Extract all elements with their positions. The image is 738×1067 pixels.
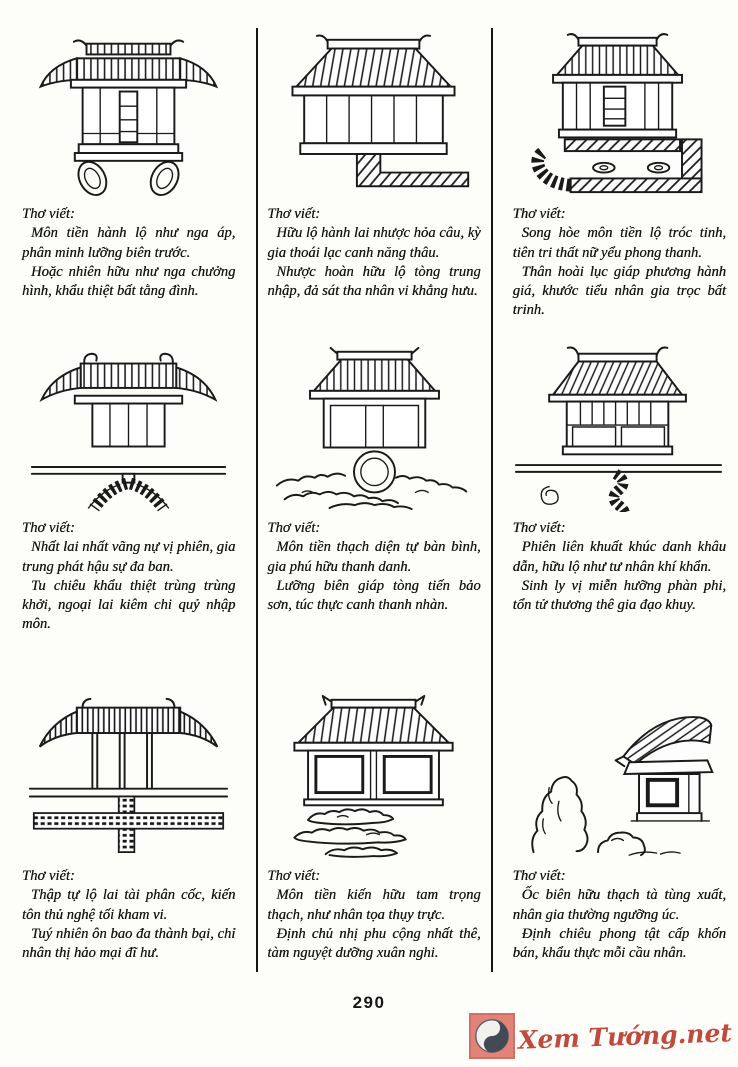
poem-cell-2 <box>267 26 480 321</box>
poem-label: Thơ viết: <box>512 206 566 222</box>
poem-label: Thơ viết: <box>22 868 75 884</box>
poem-label: Thơ viết: <box>512 520 566 536</box>
house-l-road-drawing <box>271 28 476 198</box>
grid-row-3 <box>22 688 726 963</box>
poem-label: Thơ viết: <box>267 868 321 884</box>
poem-label: Thơ viết: <box>267 206 321 222</box>
poem-line-2: Tu chiêu khẩu thiệt trùng trùng khởi, ngoại lai kiêm chi quỷ nhập môn. <box>22 577 236 633</box>
poem-text <box>267 867 480 963</box>
illustration-house-l-road <box>267 26 480 198</box>
house-wrap-road-drawing <box>514 28 724 198</box>
poem-text <box>22 205 235 301</box>
poem-cell-5 <box>267 340 480 635</box>
poem-cell-3 <box>513 26 726 321</box>
house-winding-path-drawing <box>514 340 724 512</box>
illustration-house-rock-layers <box>267 688 480 860</box>
house-round-stone-drawing <box>269 340 479 512</box>
gate-forked-path-drawing <box>26 340 231 512</box>
illustration-house-round-stone <box>267 340 480 512</box>
poem-line-1: Hữu lộ hành lai nhược hỏa câu, kỳ gia thoái lạc canh năng thâu. <box>267 225 481 261</box>
poem-label: Thơ viết: <box>267 520 321 536</box>
watermark <box>469 1013 732 1059</box>
grid-row-1 <box>22 26 726 321</box>
poem-label: Thơ viết: <box>22 206 75 222</box>
poem-line-2: Định chủ nhị phu cộng nhất thê, tàm nguyệt dưỡng xuân nghi. <box>267 925 481 961</box>
poem-line-1: Môn tiền hành lộ như nga áp, phân minh lưỡng biên trước. <box>22 225 236 261</box>
illustration-gate-two-eggs <box>22 26 235 198</box>
poem-cell-9 <box>513 688 726 963</box>
poem-line-1: Môn tiền thạch diện tự bàn bình, gia phú hữu thanh danh. <box>267 539 481 575</box>
poem-cell-6 <box>513 340 726 635</box>
poem-label: Thơ viết: <box>22 520 75 536</box>
poem-text <box>513 205 726 321</box>
poem-cell-8 <box>267 688 480 963</box>
poem-text <box>267 205 480 301</box>
poem-line-2: Lưỡng biên giáp tòng tiến bảo sơn, túc thực canh thanh nhàn. <box>267 577 481 613</box>
poem-text <box>513 867 726 963</box>
illustration-house-winding-path <box>513 340 726 512</box>
yin-yang-icon <box>474 1018 510 1054</box>
poem-text <box>513 519 726 615</box>
poem-line-1: Ốc biên hữu thạch tà tùng xuất, nhân gia thường ngưỡng úc. <box>512 887 726 923</box>
house-slanting-rock-drawing <box>514 690 724 860</box>
grid-row-2 <box>22 340 726 635</box>
poem-cell-4 <box>22 340 235 635</box>
poem-line-2: Sinh ly vị miễn hưỡng phàn phi, tổn tử thương thê gia đạo khuy. <box>512 577 726 613</box>
poem-text <box>22 867 235 963</box>
poem-line-1: Song hòe môn tiền lộ tróc tinh, tiên tri thất nữ yểu phong thanh. <box>512 225 726 261</box>
illustration-house-slanting-rock <box>513 688 726 860</box>
poem-line-2: Tuý nhiên ôn bao đa thành bại, chỉ nhân thị hảo mại đĩ hư. <box>22 925 236 961</box>
watermark-logo-square <box>469 1013 515 1059</box>
illustration-gate-crossroads <box>22 688 235 860</box>
house-rock-layers-drawing <box>269 690 479 860</box>
watermark-site-name: Xem Tướng.net <box>517 1017 733 1055</box>
gate-two-eggs-drawing <box>26 28 231 198</box>
poem-text <box>22 519 235 635</box>
poem-label: Thơ viết: <box>512 868 566 884</box>
poem-cell-7 <box>22 688 235 963</box>
gate-crossroads-drawing <box>26 690 231 860</box>
poem-line-1: Thập tự lộ lai tài phân cốc, kiến tôn thủ nghệ tối kham vi. <box>22 887 236 923</box>
poem-line-2: Định chiêu phong tật cấp khốn bán, khẩu thực mỗi cầu nhân. <box>512 925 726 961</box>
poem-cell-1 <box>22 26 235 321</box>
poem-line-2: Nhược hoàn hữu lộ tòng trung nhập, đả sát tha nhân vi khẳng hưu. <box>267 263 481 299</box>
illustration-gate-forked-path <box>22 340 235 512</box>
poem-line-2: Thân hoài lục giáp phương hành giá, khước tiểu nhân gia trọc bất trinh. <box>512 263 726 319</box>
poem-line-1: Phiên liên khuất khúc danh khâu dẫn, hữu lộ như tư nhân khí khẩn. <box>512 539 726 575</box>
illustration-house-wrap-road <box>513 26 726 198</box>
poem-text <box>267 519 480 615</box>
poem-line-1: Nhất lai nhất vãng nự vị phiên, gia trung phát hậu sự đa ban. <box>22 539 236 575</box>
page-number: 290 <box>352 993 386 1012</box>
poem-line-2: Hoặc nhiên hữu như nga chưởng hình, khẩu thiệt bất tằng đình. <box>22 263 236 299</box>
poem-line-1: Môn tiền kiến hữu tam trọng thạch, như nhân tọa thụy trực. <box>267 887 481 923</box>
